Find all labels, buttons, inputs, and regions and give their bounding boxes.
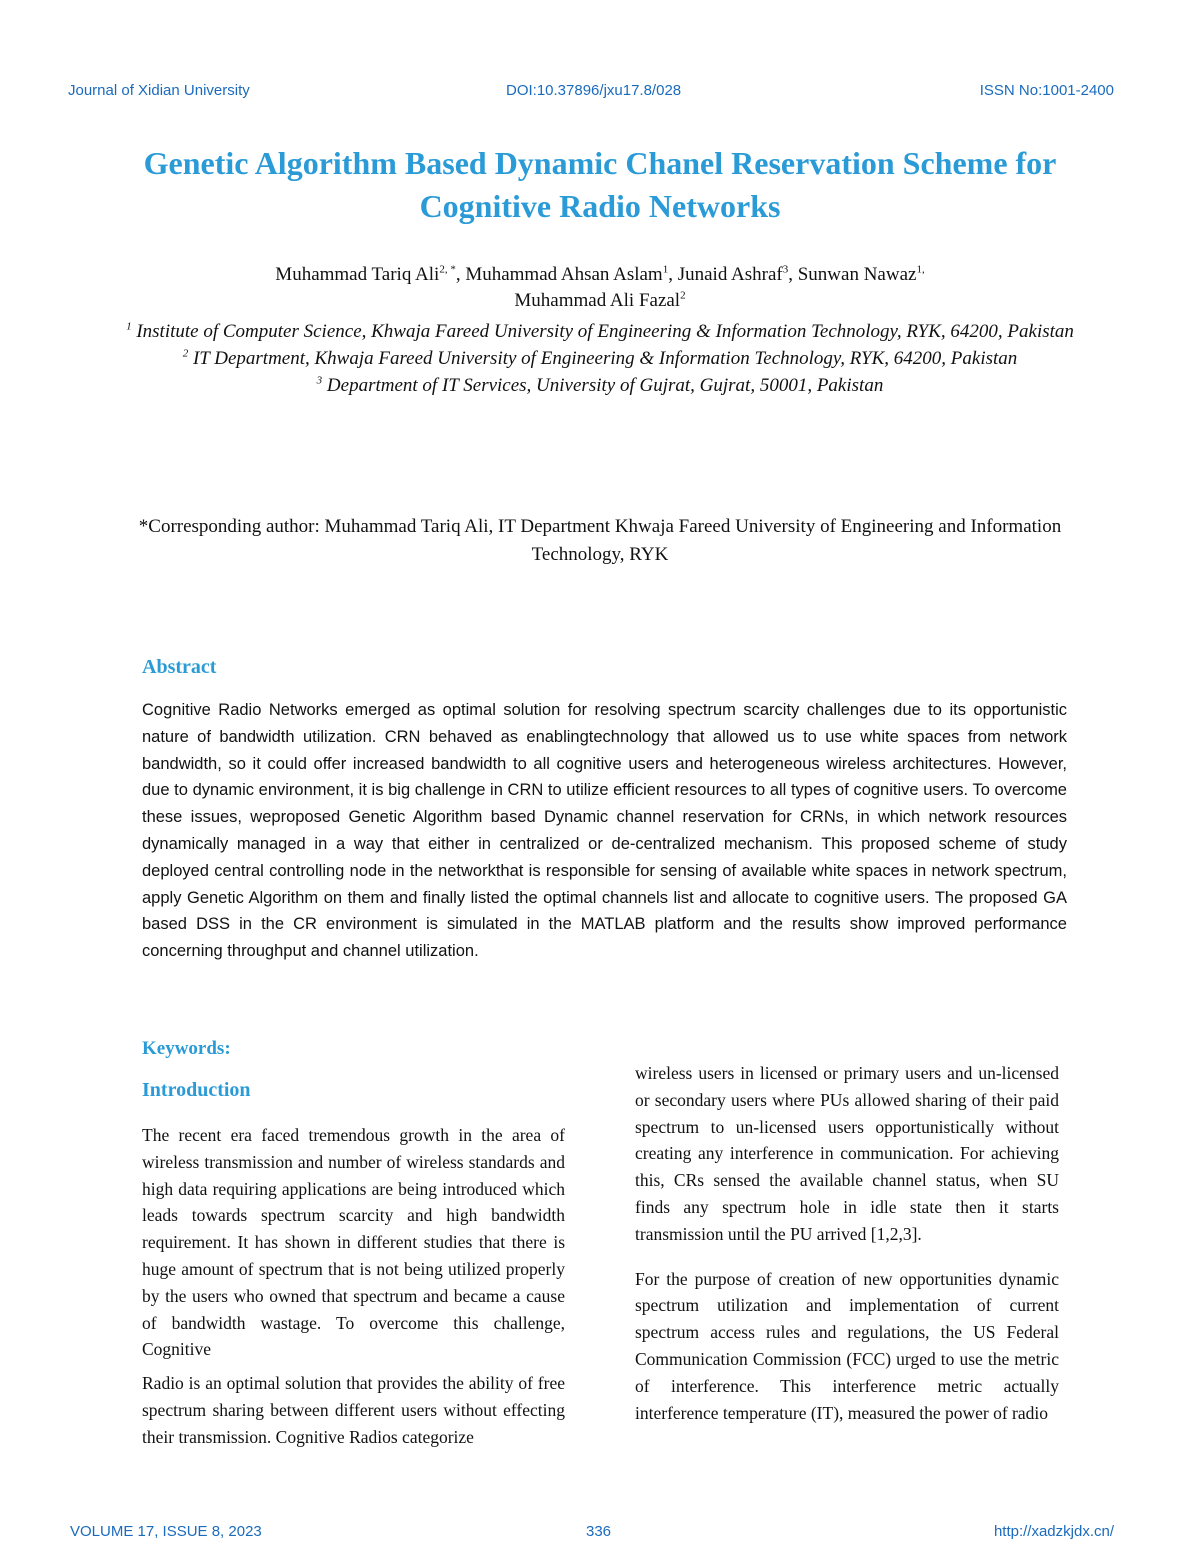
volume-issue: VOLUME 17, ISSUE 8, 2023 [70, 1523, 262, 1540]
abstract-heading: Abstract [142, 656, 217, 678]
intro-paragraph: The recent era faced tremendous growth in the area of wireless transmission and number of wireless standards and high data requiring applications are being introduced which leads towards spectrum scarcity and high bandwidth requirement. It has shown in different studies that there is huge amount of spectrum that is not being utilized properly by the users who owned that spectrum and became a cause of bandwidth wastage. To overcome this challenge, Cognitive [142, 1125, 565, 1360]
paper-title: Genetic Algorithm Based Dynamic Chanel Reservation Scheme for Cognitive Radio Networks [143, 145, 1057, 224]
affiliation [100, 372, 1100, 399]
intro-paragraph: wireless users in licensed or primary users and un-licensed or secondary users where PUs allowed sharing of their paid spectrum to un-licensed users opportunistically without creating any interference in communication. For achieving this, CRs sensed the available channel status, when SU finds any spectrum hole in idle state then it starts transmission until the PU arrived [1,2,3]. [635, 1063, 1059, 1244]
affiliations [100, 318, 1100, 399]
affiliation [100, 318, 1100, 345]
affiliation-sup: 3 [316, 374, 323, 387]
affiliation-text: IT Department, Khwaja Fareed University of Engineering & Information Technology, RYK, 64200, Pakistan [188, 348, 1018, 369]
page-header [0, 82, 1200, 106]
author-sup: 2 [680, 289, 686, 302]
affiliation-sup: 2 [182, 347, 189, 360]
author-name: , Sunwan Nawaz [788, 264, 917, 285]
doi: DOI:10.37896/jxu17.8/028 [506, 82, 682, 99]
right-column [635, 1060, 1059, 1426]
author-sup: 2, * [439, 263, 456, 276]
page-number: 336 [586, 1523, 612, 1540]
affiliation-text: Department of IT Services, University of Gujrat, Gujrat, 50001, Pakistan [322, 375, 884, 396]
keywords-heading: Keywords: [142, 1038, 231, 1059]
author-name: , Junaid Ashraf [668, 264, 783, 285]
author-sup: 3 [782, 263, 789, 276]
page-footer [0, 1523, 1200, 1547]
left-column [142, 1122, 565, 1451]
introduction-heading: Introduction [142, 1079, 251, 1101]
affiliation-sup: 1 [126, 320, 132, 333]
author-name: Muhammad Tariq Ali [275, 264, 440, 285]
issn: ISSN No:1001-2400 [979, 82, 1114, 99]
intro-paragraph: For the purpose of creation of new opportunities dynamic spectrum utilization and implementation of current spectrum access rules and regulations, the US Federal Communication Commission (FCC) urged to use the metric of interference. This interference metric actually interference temperature (IT), measured the power of radio [635, 1268, 1059, 1423]
author-name: Muhammad Ali Fazal [514, 290, 681, 311]
author-list [100, 262, 1100, 314]
intro-paragraph: Radio is an optimal solution that provides the ability of free spectrum sharing between different users without effecting their transmission. Cognitive Radios categorize [142, 1373, 565, 1447]
author-sup: 1 [662, 263, 669, 276]
author-name: , Muhammad Ahsan Aslam [455, 264, 663, 285]
affiliation-text: Institute of Computer Science, Khwaja Fareed University of Engineering & Information Technology, RYK, 64200, Pakistan [131, 321, 1074, 342]
affiliation [100, 345, 1100, 372]
corresponding-author: *Corresponding author: Muhammad Tariq Ali, IT Department Khwaja Fareed University of Engineering and Information Technology, RYK [138, 516, 1062, 565]
abstract-text: Cognitive Radio Networks emerged as optimal solution for resolving spectrum scarcity challenges due to its opportunistic nature of bandwidth utilization. CRN behaved as enablingtechnology that allowed us to use white spaces from network bandwidth, so it could offer increased bandwidth to all cognitive users and heterogeneous wireless architectures. However, due to dynamic environment, it is big challenge in CRN to utilize efficient resources to all types of cognitive users. To overcome these issues, weproposed Genetic Algorithm based Dynamic channel reservation for CRNs, in which network resources dynamically managed in a way that either in centralized or de-centralized mechanism. This proposed scheme of study deployed central controlling node in the networkthat is responsible for sensing of available white spaces in network spectrum, apply Genetic Algorithm on them and finally listed the optimal channels list and allocate to cognitive users. The proposed GA based DSS in the CR environment is simulated in the MATLAB platform and the results show improved performance concerning throughput and channel utilization. [142, 701, 1067, 961]
author-sup: 1, [916, 263, 925, 276]
journal-url[interactable]: http://xadzkjdx.cn/ [993, 1523, 1114, 1540]
journal-name: Journal of Xidian University [68, 82, 250, 99]
